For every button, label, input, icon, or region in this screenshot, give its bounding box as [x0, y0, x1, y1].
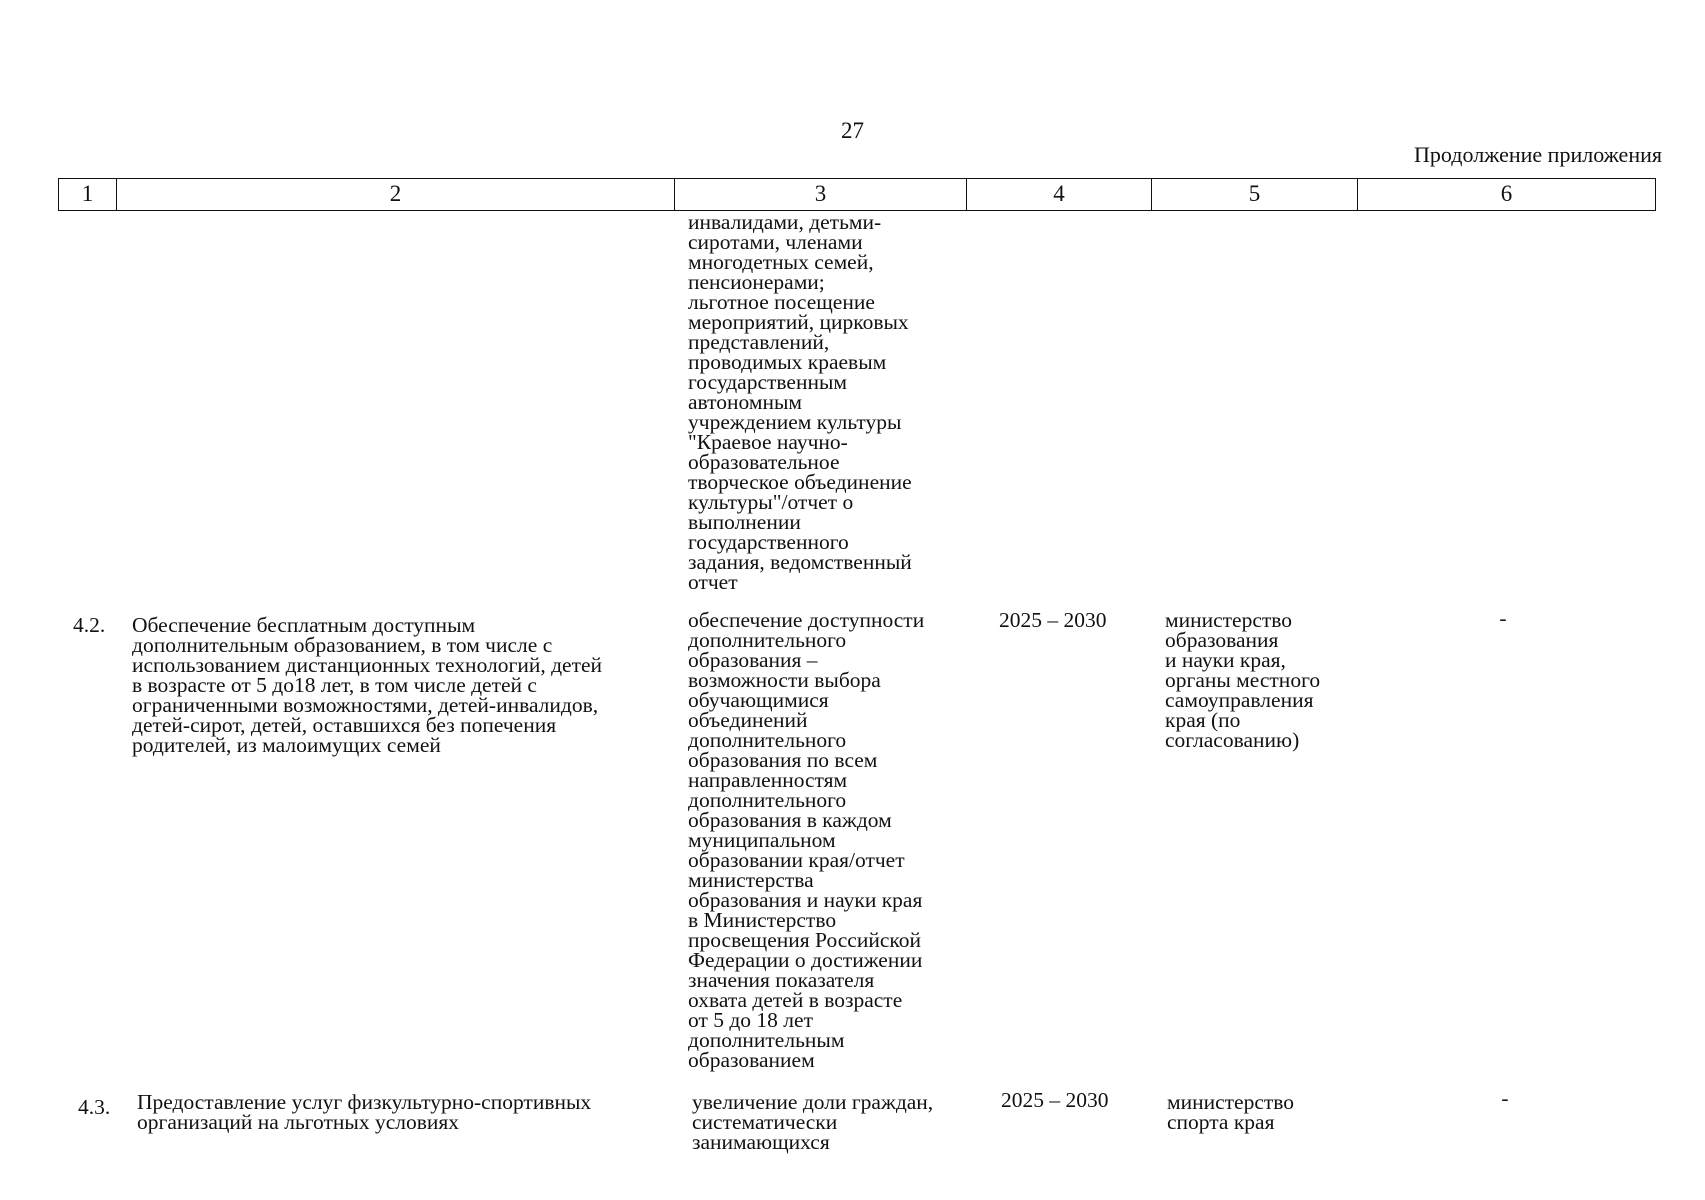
period-cell: 2025 – 2030: [1001, 1088, 1109, 1112]
row-number: 4.2.: [73, 613, 106, 637]
measure-cell: Предоставление услуг физкультурно-спортивных организаций на льготных условиях: [137, 1090, 592, 1134]
column-header-1: 1: [81, 181, 94, 206]
column-header-6: 6: [1357, 179, 1655, 210]
column-header-2: 2: [116, 179, 674, 210]
period-cell: 2025 – 2030: [999, 608, 1107, 632]
table-header-row: [58, 178, 1656, 211]
continuation-label: Продолжение приложения: [1414, 142, 1662, 167]
column-header-4: 4: [966, 179, 1151, 210]
column-header-3: 3: [674, 179, 966, 210]
row-number: 4.3.: [78, 1095, 111, 1119]
executor-cell: министерство спорта края: [1167, 1090, 1295, 1134]
executor-cell: министерство образования и науки края, органы местного самоуправления края (по согласованию): [1165, 608, 1321, 752]
note-cell: -: [1499, 606, 1507, 630]
result-cell: увеличение доли граждан, систематически занимающихся: [692, 1090, 934, 1154]
measure-cell: Обеспечение бесплатным доступным дополнительным образованием, в том числе с использованием дистанционных технологий, детей в возрасте от 5 до18 лет, в том числе детей с ограниченными возможностями, детей-инвалидов, детей-сирот, детей, оставшихся без попечения родителей, из малоимущих семей: [132, 613, 603, 757]
page-number: 27: [841, 118, 864, 143]
result-cell: инвалидами, детьми- сиротами, членами многодетных семей, пенсионерами; льготное посещение мероприятий, цирковых представлений, проводимых краевым государственным автономным учреждением культуры "Краевое научно- образовательное творческое объединение культуры"/отчет о выполнении государственного задания, ведомственный отчет: [688, 210, 912, 594]
column-header-5: 5: [1151, 179, 1357, 210]
result-cell: обеспечение доступности дополнительного образования – возможности выбора обучающимися объединений дополнительного образования по всем направленностям дополнительного образования в каждом муниципальном образовании края/отчет министерства образования и науки края в Министерство просвещения Российской Федерации о достижении значения показателя охвата детей в возрасте от 5 до 18 лет дополнительным образованием: [688, 608, 925, 1072]
note-cell: -: [1501, 1086, 1509, 1110]
